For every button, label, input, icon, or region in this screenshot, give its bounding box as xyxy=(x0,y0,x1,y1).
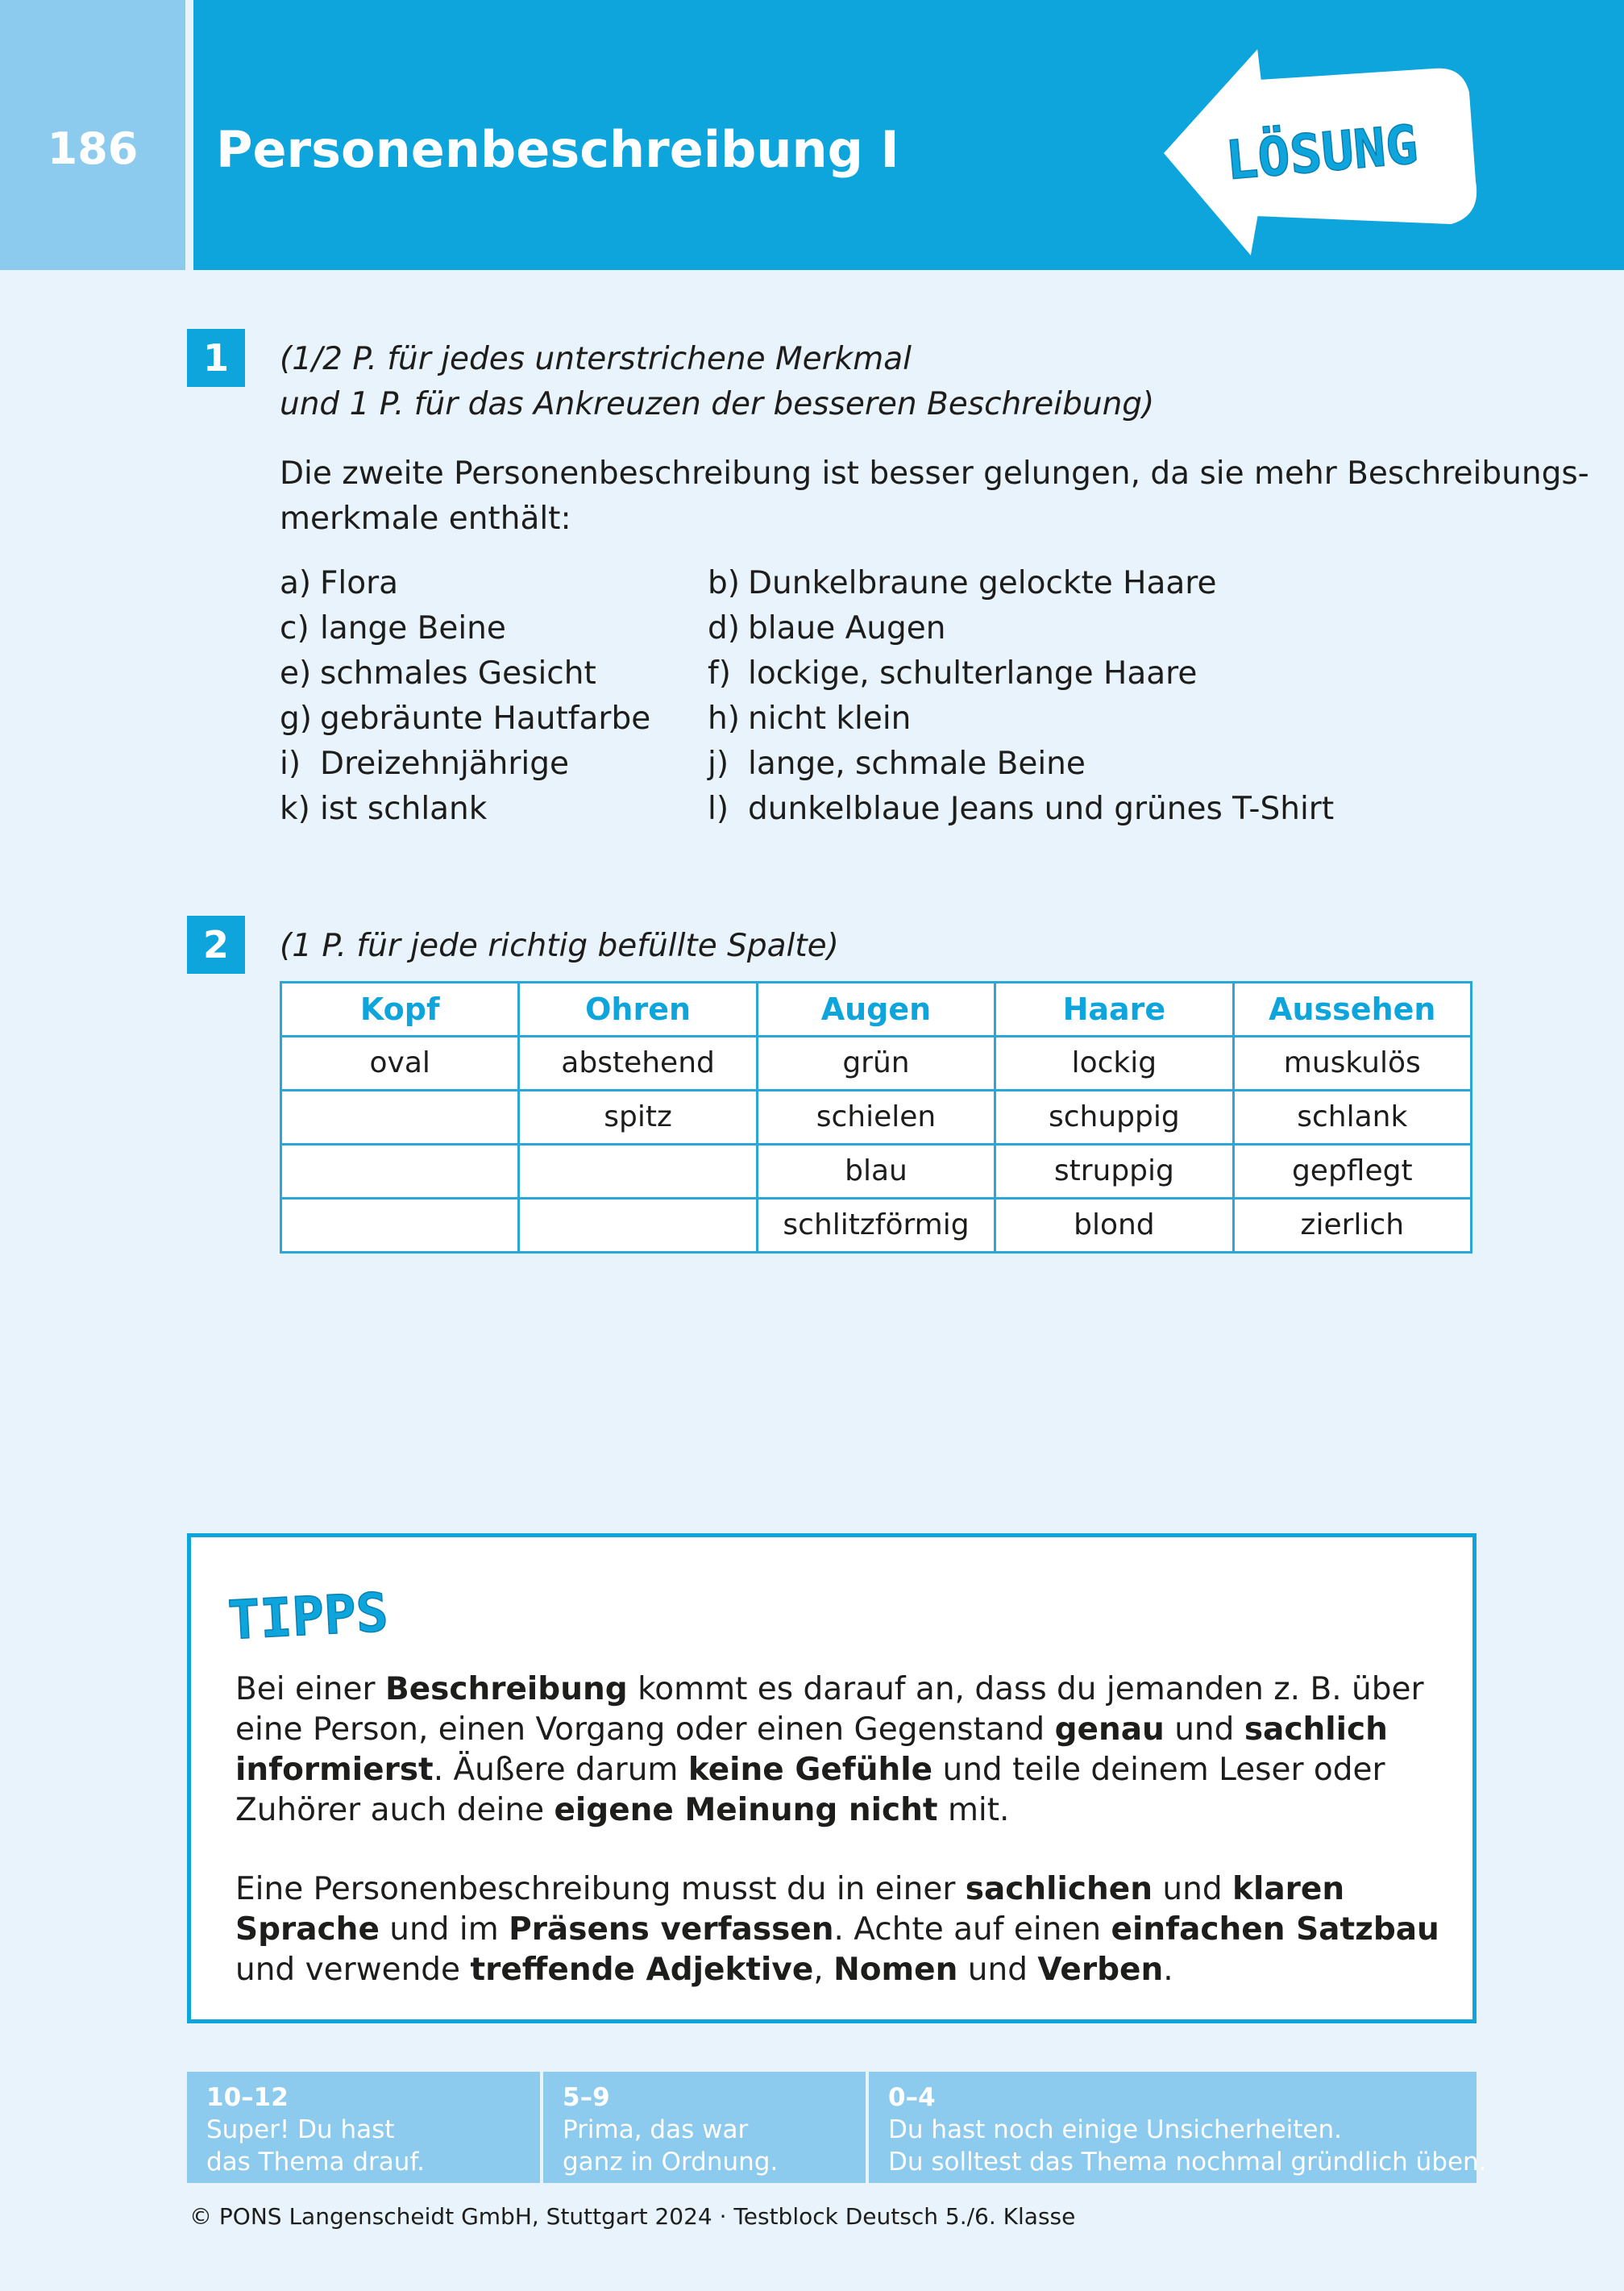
list-marker: l) xyxy=(708,791,729,827)
list-marker: c) xyxy=(280,610,309,647)
emphasis-text: Präsens verfassen xyxy=(509,1911,834,1948)
features-table xyxy=(280,981,1472,1254)
body-text: mit. xyxy=(937,1792,1010,1828)
tips-paragraph-1 xyxy=(235,1669,1444,1831)
body-text: , xyxy=(813,1952,834,1988)
list-text: ist schlank xyxy=(320,791,488,827)
task-1-intro-line2: merkmale enthält: xyxy=(280,501,571,537)
tips-paragraph-2 xyxy=(235,1869,1444,1990)
emphasis-text: keine Gefühle xyxy=(687,1752,933,1788)
emphasis-text: Beschreibung xyxy=(384,1671,628,1707)
page-number: 186 xyxy=(47,123,139,174)
score-range: 0–4 xyxy=(888,2083,936,2112)
badge-label: LÖSUNG xyxy=(1223,113,1421,193)
table-row xyxy=(281,1145,1472,1199)
table-cell: spitz xyxy=(519,1091,757,1145)
column-header: Haare xyxy=(995,983,1233,1037)
score-text: Du hast noch einige Unsicherheiten. xyxy=(888,2115,1343,2144)
score-range: 5–9 xyxy=(563,2083,610,2112)
table-cell xyxy=(281,1091,519,1145)
score-segment-mid xyxy=(543,2072,866,2183)
column-header: Aussehen xyxy=(1233,983,1471,1037)
task-2-points: (1 P. für jede richtig befüllte Spalte) xyxy=(280,928,839,964)
tips-logo xyxy=(223,1570,417,1658)
table-cell: gepflegt xyxy=(1233,1145,1471,1199)
body-text: kommt es darauf an, dass du jemanden z. B. über eine Person, einen Vorgang oder einen Gegenstand xyxy=(235,1671,1424,1748)
emphasis-text: eigene Meinung nicht xyxy=(554,1792,938,1828)
table-cell: blau xyxy=(757,1145,995,1199)
emphasis-text: sachlichen xyxy=(965,1871,1153,1907)
list-text: lockige, schulterlange Haare xyxy=(748,655,1198,692)
body-text: . xyxy=(1163,1952,1173,1988)
table-cell: grün xyxy=(757,1037,995,1091)
tips-box xyxy=(187,1533,1477,2023)
table-cell: struppig xyxy=(995,1145,1233,1199)
table-cell: schuppig xyxy=(995,1091,1233,1145)
task-2-number: 2 xyxy=(187,916,245,974)
list-text: nicht klein xyxy=(748,701,912,737)
page-number-block xyxy=(0,0,185,270)
page-title: Personenbeschreibung I xyxy=(216,120,899,179)
score-text: ganz in Ordnung. xyxy=(563,2148,779,2177)
emphasis-text: sachlich informierst xyxy=(235,1711,1388,1788)
task-1-intro-line1: Die zweite Personenbeschreibung ist besser gelungen, da sie mehr Beschreibungs- xyxy=(280,455,1589,492)
list-marker: h) xyxy=(708,701,740,737)
table-cell: oval xyxy=(281,1037,519,1091)
list-marker: b) xyxy=(708,565,740,601)
list-marker: f) xyxy=(708,655,731,692)
task-1-points-line2: und 1 P. für das Ankreuzen der besseren Beschreibung) xyxy=(280,386,1155,422)
list-marker: j) xyxy=(708,746,729,782)
list-marker: e) xyxy=(280,655,312,692)
score-segment-high xyxy=(187,2072,540,2183)
list-text: Flora xyxy=(320,565,399,601)
body-text: und teile deinem Leser oder Zuhörer auch deine xyxy=(235,1752,1385,1828)
column-header: Kopf xyxy=(281,983,519,1037)
emphasis-text: Nomen xyxy=(833,1952,958,1988)
table-cell: schielen xyxy=(757,1091,995,1145)
list-text: Dreizehnjährige xyxy=(320,746,570,782)
body-text: und xyxy=(957,1952,1038,1988)
table-row xyxy=(281,1091,1472,1145)
score-text: Prima, das war xyxy=(563,2115,749,2144)
table-cell: blond xyxy=(995,1199,1233,1253)
emphasis-text: treffende Adjektive xyxy=(470,1952,814,1988)
emphasis-text: Verben xyxy=(1037,1952,1164,1988)
body-text: Eine Personenbeschreibung musst du in einer xyxy=(235,1871,966,1907)
list-text: lange, schmale Beine xyxy=(748,746,1086,782)
score-range: 10–12 xyxy=(206,2083,289,2112)
score-segment-low xyxy=(869,2072,1487,2183)
task-1-number: 1 xyxy=(187,329,245,387)
table-row xyxy=(281,1199,1472,1253)
tips-logo-text: TIPPS xyxy=(226,1581,390,1652)
table-cell xyxy=(281,1199,519,1253)
emphasis-text: einfachen Satzbau xyxy=(1111,1911,1439,1948)
table-cell: zierlich xyxy=(1233,1199,1471,1253)
body-text: und im xyxy=(379,1911,509,1948)
copyright-footer: © PONS Langenscheidt GmbH, Stuttgart 2024 · Testblock Deutsch 5./6. Klasse xyxy=(189,2203,1076,2230)
score-text: Super! Du hast xyxy=(206,2115,395,2144)
list-text: dunkelblaue Jeans und grünes T-Shirt xyxy=(748,791,1335,827)
emphasis-text: genau xyxy=(1054,1711,1165,1748)
list-text: Dunkelbraune gelockte Haare xyxy=(748,565,1217,601)
list-text: gebräunte Hautfarbe xyxy=(320,701,651,737)
body-text: . Achte auf einen xyxy=(833,1911,1111,1948)
body-text: und xyxy=(1164,1711,1244,1748)
table-cell xyxy=(281,1145,519,1199)
list-marker: i) xyxy=(280,746,301,782)
table-cell xyxy=(519,1199,757,1253)
body-text: Bei einer xyxy=(235,1671,385,1707)
table-cell: muskulös xyxy=(1233,1037,1471,1091)
list-marker: k) xyxy=(280,791,310,827)
list-marker: g) xyxy=(280,701,312,737)
table-cell: lockig xyxy=(995,1037,1233,1091)
emphasis-text: klaren Sprache xyxy=(235,1871,1345,1948)
list-marker: d) xyxy=(708,610,740,647)
column-header: Augen xyxy=(757,983,995,1037)
score-text: Du solltest das Thema nochmal gründlich üben. xyxy=(888,2148,1487,2177)
body-text: und xyxy=(1153,1871,1233,1907)
column-header: Ohren xyxy=(519,983,757,1037)
loesung-arrow-badge xyxy=(1161,48,1483,282)
table-cell: abstehend xyxy=(519,1037,757,1091)
body-text: und verwende xyxy=(235,1952,471,1988)
list-marker: a) xyxy=(280,565,312,601)
table-cell: schlitzförmig xyxy=(757,1199,995,1253)
table-cell: schlank xyxy=(1233,1091,1471,1145)
task-1-points-line1: (1/2 P. für jedes unterstrichene Merkmal xyxy=(280,341,912,377)
list-text: blaue Augen xyxy=(748,610,946,647)
body-text: . Äußere darum xyxy=(433,1752,688,1788)
score-text: das Thema drauf. xyxy=(206,2148,425,2177)
list-text: schmales Gesicht xyxy=(320,655,596,692)
list-text: lange Beine xyxy=(320,610,506,647)
table-row xyxy=(281,1037,1472,1091)
table-cell xyxy=(519,1145,757,1199)
table-header-row xyxy=(281,983,1472,1037)
